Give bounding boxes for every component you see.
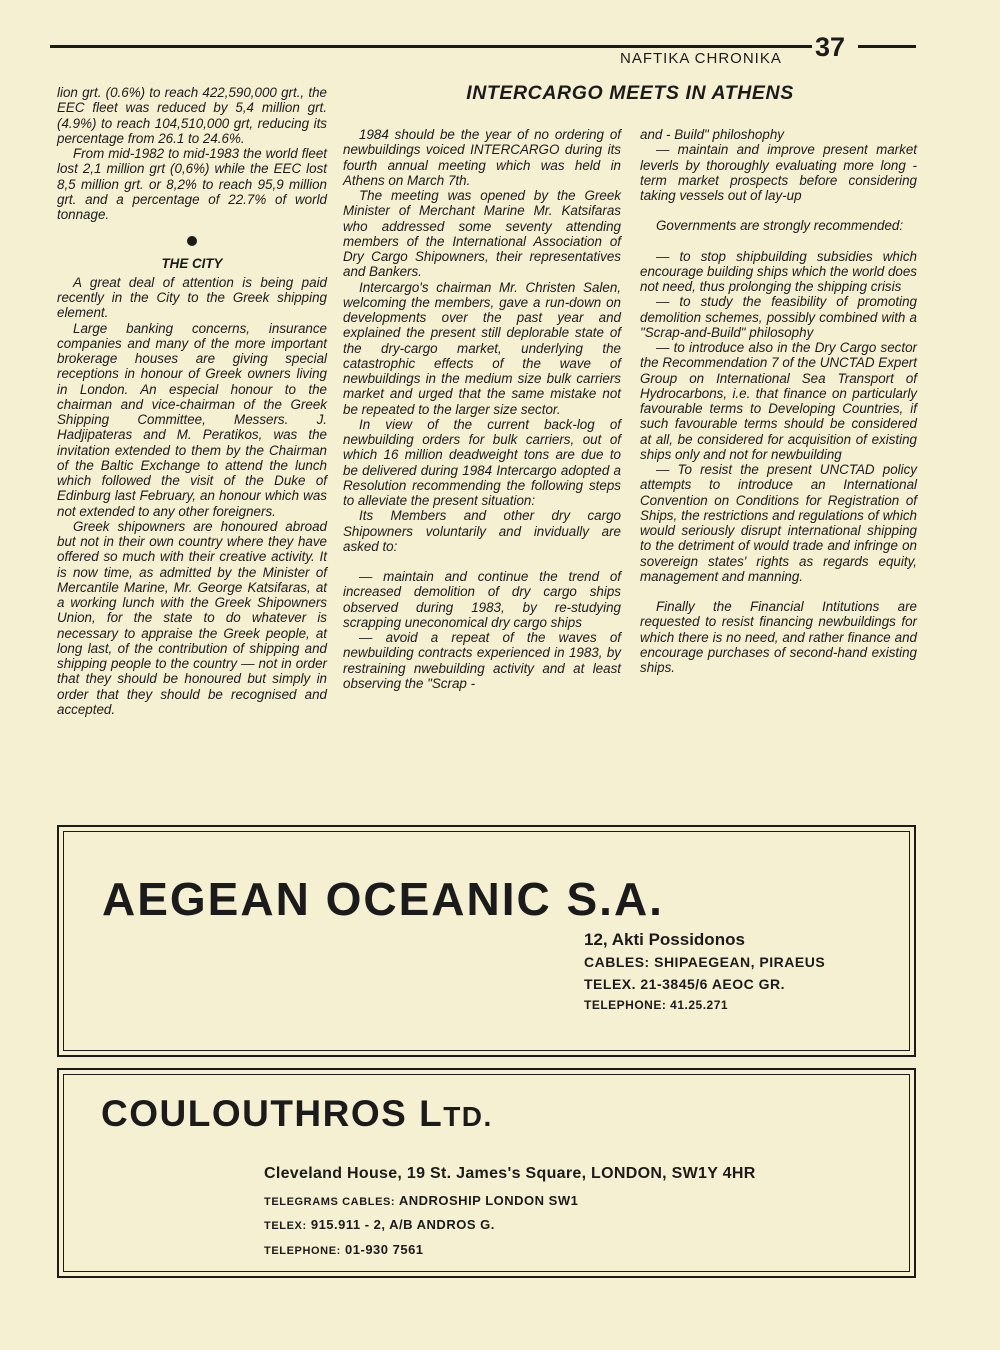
telephone-label: TELEPHONE: [264,1245,341,1257]
column-left [57,85,327,717]
company-address: 12, Akti Possidonos [584,930,745,949]
cables-label: TELEGRAMS CABLES: [264,1196,396,1208]
paragraph: — To resist the present UNCTAD policy attempts to introduce an International Convention on Conditions for Registration of Ships, the restrictions and regulations of which would seriously disrupt international shipping to the detriment of would trade and infringe on sovereign states' rights as regards equity, management and manning. [640,462,917,584]
ad-inner-border [63,831,910,1051]
company-name-main: COULOUTHROS L [101,1093,444,1134]
telephone-value: 01-930 7561 [345,1242,424,1257]
paragraph: — maintain and continue the trend of increased demolition of dry cargo ships observed during 1983, by re-studying scrapping uneconomical dry cargo ships [343,569,621,630]
paragraph: lion grt. (0.6%) to reach 422,590,000 grt., the EEC fleet was reduced by 5,4 million grt. (4.9%) to reach 104,510,000 grt, reducing its percentage from 26.1 to 24.6%. [57,85,327,146]
page-number: 37 [815,32,846,62]
paragraph: — maintain and improve present market leverls by thoroughly evaluating more long - term market prospects before considering taking vessels out of lay-up [640,142,917,203]
paragraph: and - Build" philoshophy [640,127,784,142]
paragraph: Large banking concerns, insurance companies and many of the more important brokerage houses are giving special receptions in honour of Greek owners living in London. An especial honour to the chairman and vice-chairman of the Greek Shipping Committee, Messers. J. Hadjipateras and M. Peratikos, was the invitation extended to them by the Chairman of the Baltic Exchange to attend the lunch which followed the visit of the Duke of Edinburg last February, an honour which was not extended to any other foreigners. [57,320,327,519]
paragraph: — avoid a repeat of the waves of newbuilding contracts experienced in 1983, by restraining nwebuilding activity and at least observing the "Scrap - [343,630,621,691]
section-heading: THE CITY [161,255,223,271]
article-headline: INTERCARGO MEETS IN ATHENS [466,82,794,104]
ad-inner-border [63,1074,910,1272]
paragraph: — to stop shipbuilding subsidies which encourage building ships which the world does not need, thus prolonging the shipping crisis [640,248,917,294]
paragraph: — to introduce also in the Dry Cargo sector the Recommendation 7 of the UNCTAD Expert Group on International Sea Transport of Hydrocarbons, i.e. that finance on particularly favourable terms to Developing Countries, if such favourable terms should be considered at all, be considered for acquisition of existing ships only and not for newbuilding [640,340,917,462]
paragraph: From mid-1982 to mid-1983 the world fleet lost 2,1 million grt (0,6%) while the EEC lost 8,5 million grt. or 8,2% to reach 95,9 million grt. and a percentage of 22.7% of world tonnage. [57,146,327,222]
paragraph: Governments are strongly recommended: [656,218,904,234]
company-telephone [264,1242,424,1257]
paragraph: 1984 should be the year of no ordering of newbuildings voiced INTERCARGO during its fourth annual meeting which was held in Athens on March 7th. [343,127,621,188]
telex-label: TELEX: [264,1220,307,1232]
paragraph: Intercargo's chairman Mr. Christen Salen, welcoming the members, gave a run-down on developments over the past year and explained the present still deplorable state of the dry-cargo market, underlying the catastrophic effects of the wave of newbuildings in the medium size bulk carriers market and urged that the same mistake not be repeated to the larger size sector. [343,279,621,417]
company-address: Cleveland House, 19 St. James's Square, LONDON, SW1Y 4HR [264,1165,756,1182]
paragraph: Greek shipowners are honoured abroad but not in their own country where they have offered so much with their creative activity. It is now time, as admitted by the Minister of Mercantile Marine, Mr. George Katsifaras, at a working lunch with the Greek Shipowners Union, for the state to do whatever is necessary to appraise the Greek people, at long last, of the contribution of shipping and shipping people to the country — not in order that they should be honoured but simply in order that they should be recognised and accepted. [57,518,327,717]
company-telex: TELEX. 21-3845/6 AEOC GR. [584,976,786,992]
column-right [640,127,917,675]
column-middle [343,127,621,691]
company-cables [264,1193,578,1208]
paragraph: — to study the feasibility of promoting demolition schemes, possibly combined with a "Scrap-and-Build" philosophy [640,294,917,340]
telex-value: 915.911 - 2, A/B ANDROS G. [310,1217,495,1232]
cables-value: ANDROSHIP LONDON SW1 [398,1193,579,1208]
paragraph: Its Members and other dry cargo Shipowners voluntarily and invidually are asked to: [343,508,621,554]
bullet-icon [187,236,197,246]
company-name: AEGEAN OCEANIC S.A. [102,873,664,925]
paragraph: The meeting was opened by the Greek Minister of Merchant Marine Mr. Katsifaras who addressed some seventy attending members of the International Association of Dry Cargo Shipowners, their representatives and Bankers. [343,188,621,280]
paragraph: Finally the Financial Intitutions are requested to resist financing newbuildings for which there is no need, and rather finance and encourage purchases of second-hand existing ships. [640,599,917,675]
company-name-suffix: TD. [443,1101,493,1132]
company-telex [264,1217,495,1232]
advertisement-coulouthros [57,1068,916,1278]
company-cables: CABLES: SHIPAEGEAN, PIRAEUS [584,954,826,970]
advertisement-aegean-oceanic [57,825,916,1057]
company-name [101,1093,493,1135]
company-telephone: TELEPHONE: 41.25.271 [584,998,729,1012]
header-rule-right [858,45,916,48]
paragraph: A great deal of attention is being paid recently in the City to the Greek shipping element. [57,274,327,321]
publication-name: NAFTIKA CHRONIKA [620,50,782,67]
paragraph: In view of the current back-log of newbuilding orders for bulk carriers, out of which 16 million deadweight tons are due to be delivered during 1984 Intercargo adopted a Resolution recommending the following steps to alleviate the present situation: [343,416,621,508]
header-rule-left [50,45,812,48]
section-divider [57,234,327,249]
